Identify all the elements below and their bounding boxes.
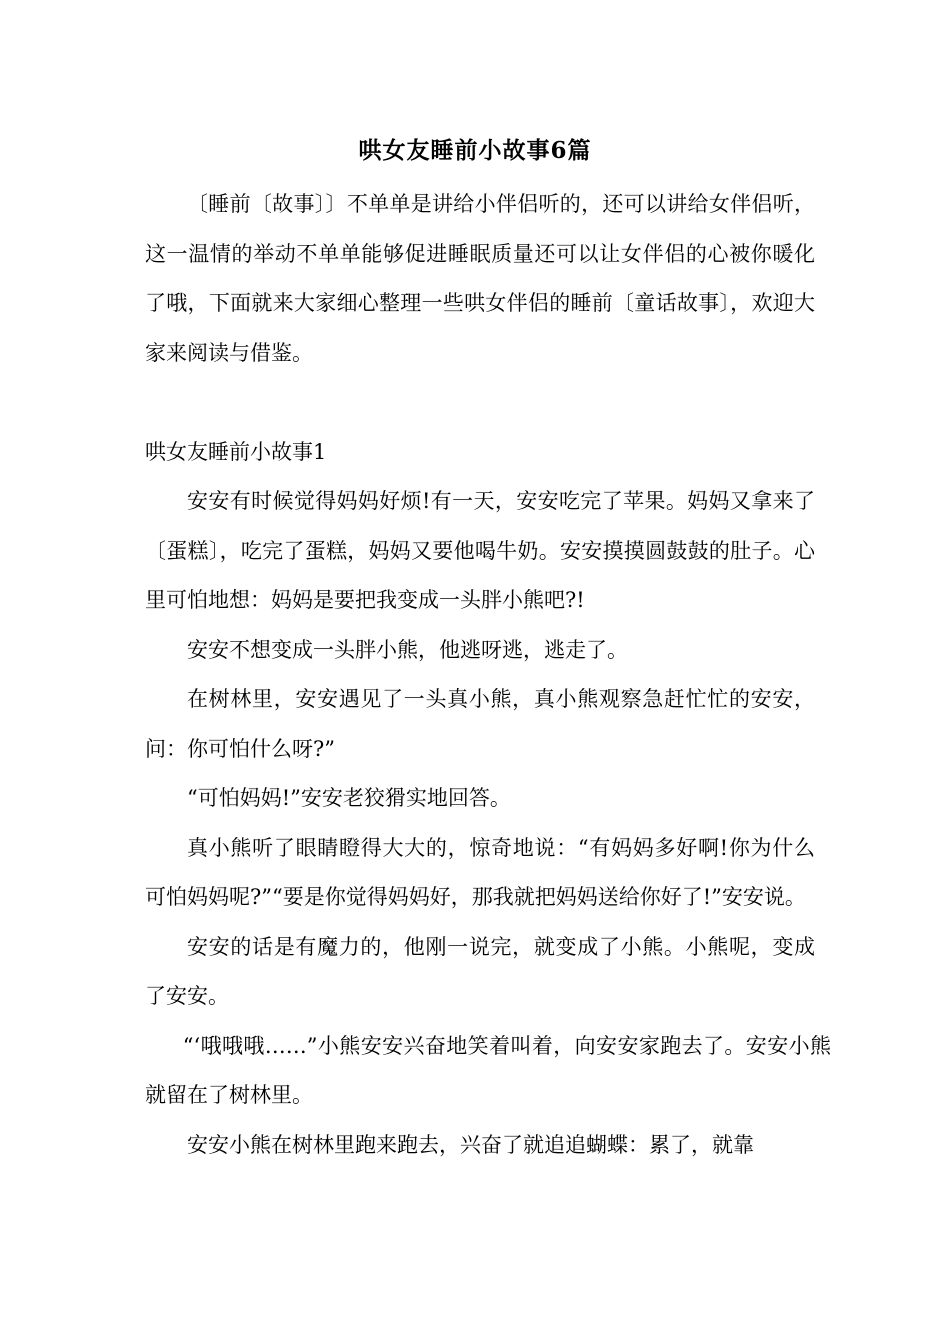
- story-paragraph: 安安的话是有魔力的，他刚一说完，就变成了小熊。小熊呢，变成了安安。: [145, 934, 815, 1008]
- story-paragraph: 在树林里，安安遇见了一头真小熊，真小熊观察急赶忙忙的安安，问：你可怕什么呀?”: [145, 687, 815, 761]
- story-paragraph: 真小熊听了眼睛瞪得大大的，惊奇地说：“有妈妈多好啊!你为什么可怕妈妈呢?”“要是你觉得妈妈好，那我就把妈妈送给你好了!”安安说。: [145, 835, 815, 909]
- document-title: 哄女友睡前小故事6篇: [358, 137, 592, 164]
- story-paragraph: 安安小熊在树林里跑来跑去，兴奋了就追追蝴蝶：累了，就靠: [187, 1132, 754, 1157]
- story-paragraph: 安安不想变成一头胖小熊，他逃呀逃，逃走了。: [187, 637, 628, 662]
- paragraph-spacer: [145, 378, 815, 428]
- story-paragraph: “可怕妈妈!”安安老狡猾实地回答。: [187, 786, 511, 810]
- intro-paragraph: 〔睡前〔故事〕〕不单单是讲给小伴侣听的，还可以讲给女伴侣听，这一温情的举动不单单能够促进睡眠质量还可以让女伴侣的心被你暖化了哦，下面就来大家细心整理一些哄女伴侣的睡前〔童话故事〕，欢迎大家来阅读与借鉴。: [145, 192, 815, 365]
- section-heading: 哄女友睡前小故事1: [145, 439, 327, 464]
- document-body: [145, 180, 831, 1170]
- story-paragraph: 安安有时候觉得妈妈好烦!有一天，安安吃完了苹果。妈妈又拿来了〔蛋糕〕，吃完了蛋糕，妈妈又要他喝牛奶。安安摸摸圆鼓鼓的肚子。心里可怕地想：妈妈是要把我变成一头胖小熊吧?!: [145, 489, 815, 612]
- story-paragraph: “‘哦哦哦……”小熊安安兴奋地笑着叫着，向安安家跑去了。安安小熊就留在了树林里。: [145, 1033, 831, 1107]
